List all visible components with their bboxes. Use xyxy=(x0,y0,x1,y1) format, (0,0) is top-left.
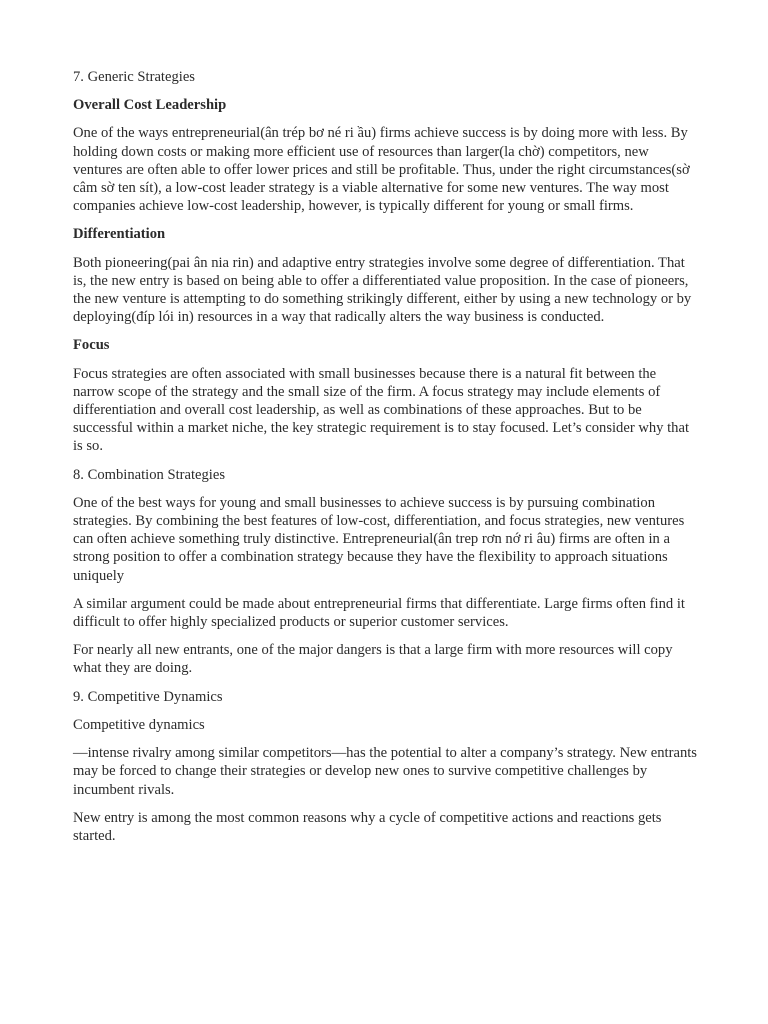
paragraph-combination-1: One of the best ways for young and small businesses to achieve success is by pursuing combination strategies. By combining the best features of low-cost, differentiation, and focus strategies, new ventures can often achieve something truly distinctive. Entrepreneurial(ân trep rơn nớ ri âu) firms are often in a strong position to offer a combination strategy because they have the flexibility to approach situations uniquely xyxy=(73,494,685,584)
document-page xyxy=(73,68,701,855)
subheading-competitive-dynamics: Competitive dynamics xyxy=(73,716,205,733)
section-8-title: 8. Combination Strategies xyxy=(73,466,226,483)
subheading-overall-cost-leadership: Overall Cost Leadership xyxy=(73,97,227,114)
subheading-focus: Focus xyxy=(73,337,110,354)
subheading-differentiation: Differentiation xyxy=(73,226,166,243)
paragraph-dynamics-1: —intense rivalry among similar competitors—has the potential to alter a company’s strategy. New entrants may be forced to change their strategies or develop new ones to survive competitive challenges by incumbent rivals. xyxy=(73,745,697,798)
section-7-title: 7. Generic Strategies xyxy=(73,69,195,85)
paragraph-focus: Focus strategies are often associated with small businesses because there is a natural fit between the narrow scope of the strategy and the small size of the firm. A focus strategy may include elements of differentiation and overall cost leadership, as well as combinations of these approaches. But to be successful within a market niche, the key strategic requirement is to stay focused. Let’s consider why that is so. xyxy=(73,365,689,455)
paragraph-dynamics-2: New entry is among the most common reasons why a cycle of competitive actions and reactions gets started. xyxy=(73,809,662,844)
paragraph-combination-2: A similar argument could be made about entrepreneurial firms that differentiate. Large firms often find it difficult to offer highly specialized products or superior customer services. xyxy=(73,595,685,631)
paragraph-combination-3: For nearly all new entrants, one of the major dangers is that a large firm with more resources will copy what they are doing. xyxy=(73,642,673,677)
paragraph-cost-leadership: One of the ways entrepreneurial(ân trép bơ né ri ầu) firms achieve success is by doing more with less. By holding down costs or making more efficient use of resources than larger(la chờ) competitors, new ventures are often able to offer lower prices and still be profitable. Thus, under the right circumstances(sờ câm sờ ten sít), a low-cost leader strategy is a viable alternative for some new ventures. The way most companies achieve low-cost leadership, however, is typically different for young or small firms. xyxy=(73,125,690,215)
section-9-title: 9. Competitive Dynamics xyxy=(73,688,223,705)
paragraph-differentiation: Both pioneering(pai ân nia rin) and adaptive entry strategies involve some degree of differentiation. That is, the new entry is based on being able to offer a differentiated value proposition. In the case of pioneers, the new venture is attempting to do something strikingly different, either by using a new technology or by deploying(đíp lói in) resources in a way that radically alters the way business is conducted. xyxy=(73,254,692,326)
